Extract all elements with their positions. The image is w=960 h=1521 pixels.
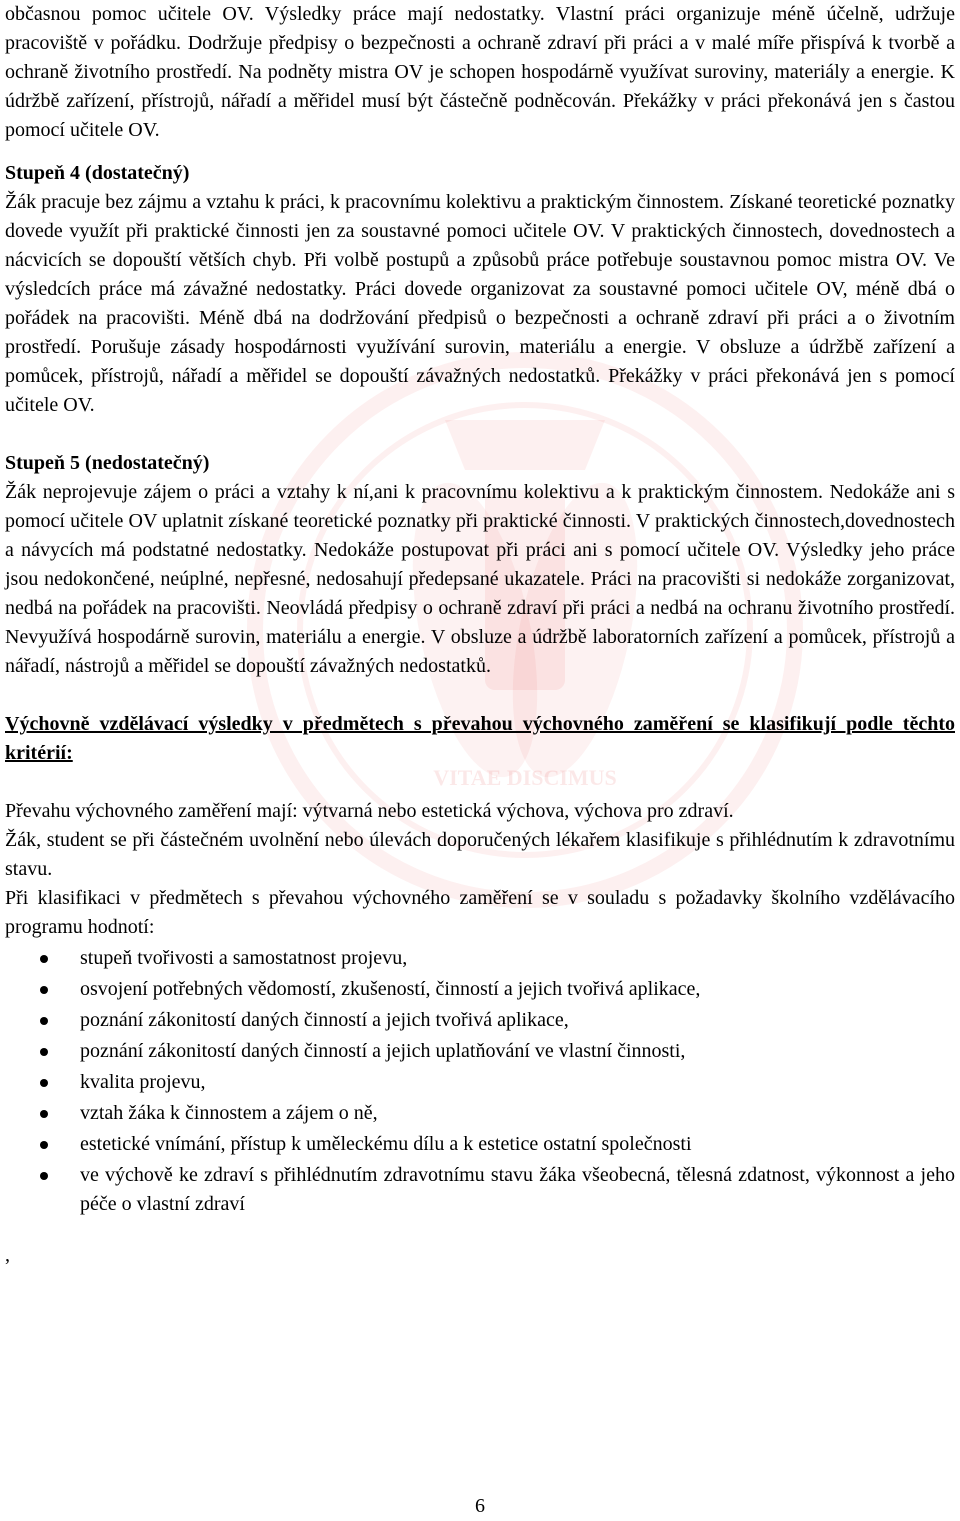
bullet-icon — [40, 1172, 48, 1180]
list-item: kvalita projevu, — [5, 1068, 955, 1097]
list-item: stupeň tvořivosti a samostatnost projevu, — [5, 944, 955, 973]
intro-paragraph: občasnou pomoc učitele OV. Výsledky práce mají nedostatky. Vlastní práci organizuje méně účelně, udržuje pracoviště v pořádku. Dodržuje předpisy o bezpečnosti a ochraně zdraví při práci a v malé míře přispívá k tvorbě a ochraně životního prostředí. Na podněty mistra OV je schopen hospodárně využívat suroviny, materiály a energie. K údržbě zařízení, přístrojů, nářadí a měřidel musí být částečně podněcován. Překážky v práci překonává jen s častou pomocí učitele OV. — [5, 3, 955, 141]
list-item: poznání zákonitostí daných činností a jejich uplatňování ve vlastní činnosti, — [5, 1037, 955, 1066]
bullet-icon — [40, 1048, 48, 1056]
grade-4-text: Žák pracuje bez zájmu a vztahu k práci, k pracovnímu kolektivu a praktickým činnostem. Získané teoretické poznatky dovede využít při praktické činnosti jen za soustavné pomoci učitele OV. V praktických činnostech, dovednostech a nácvicích se dopouští větších chyb. Při volbě postupů a způsobů práce potřebuje soustavnou pomoc mistra OV. Ve výsledcích práce má závažné nedostatky. Práci dovede organizovat za soustavné pomoci učitele OV, méně dbá o pořádek na pracovišti. Méně dbá na dodržování předpisů o bezpečnosti a ochraně zdraví při práci a o životním prostředí. Porušuje zásady hospodárnosti využívání surovin, materiálu a energie. V obsluze a údržbě zařízení a pomůcek, přístrojů, nářadí a měřidel se dopouští závažných nedostatků. Překážky v práci překonává jen s pomocí učitele OV. — [5, 191, 955, 416]
bullet-icon — [40, 1141, 48, 1149]
bullet-icon — [40, 986, 48, 994]
criteria-list — [5, 944, 955, 1219]
bullet-icon — [40, 1110, 48, 1118]
list-item: estetické vnímání, přístup k uměleckému dílu a k estetice ostatní společnosti — [5, 1130, 955, 1159]
grade-5-heading: Stupeň 5 (nedostatečný) — [5, 452, 210, 474]
grade-4-heading: Stupeň 4 (dostatečný) — [5, 162, 190, 184]
subjects-paragraph: Převahu výchovného zaměření mají: výtvarná nebo estetická výchova, výchova pro zdraví. — [5, 800, 734, 822]
document-body — [5, 0, 955, 1270]
bullet-icon — [40, 1079, 48, 1087]
grade-4-section — [5, 159, 955, 420]
classification-paragraph: Při klasifikaci v předmětech s převahou výchovného zaměření se v souladu s požadavky školního vzdělávacího programu hodnotí: — [5, 887, 955, 938]
list-item: osvojení potřebných vědomostí, zkušeností, činností a jejich tvořivá aplikace, — [5, 975, 955, 1004]
page-number: 6 — [475, 1495, 485, 1517]
trailing-comma: , — [5, 1244, 10, 1266]
seal-motto: VITAE DISCIMUS — [433, 765, 617, 790]
bullet-icon — [40, 1017, 48, 1025]
grade-5-section — [5, 449, 955, 681]
list-item: poznání zákonitostí daných činností a jejich tvořivá aplikace, — [5, 1006, 955, 1035]
grade-5-text: Žák neprojevuje zájem o práci a vztahy k ní,ani k pracovnímu kolektivu a k praktickým činnostem. Nedokáže ani s pomocí učitele OV uplatnit získané teoretické poznatky při praktické činnosti. V praktických činnostech,dovednostech a návycích má podstatné nedostatky. Nedokáže postupovat při práci ani s pomocí učitele OV. Výsledky jeho práce jsou nedokončené, neúplné, nepřesné, nedosahují předepsané ukazatele. Práci na pracovišti si nedokáže zorganizovat, nedbá na pořádek na pracovišti. Neovládá předpisy o ochraně zdraví při práci a nedbá na ochranu životního prostředí. Nevyužívá hospodárně surovin, materiálu a energie. V obsluze a údržbě laboratorních zařízení a pomůcek, přístrojů a nářadí, nástrojů a měřidel se dopouští závažných nedostatků. — [5, 481, 955, 677]
criteria-section-heading: Výchovně vzdělávací výsledky v předmětech s převahou výchovného zaměření se klasifikují podle těchto kritérií: — [5, 713, 955, 764]
list-item: ve výchově ke zdraví s přihlédnutím zdravotnímu stavu žáka všeobecná, tělesná zdatnost, výkonnost a jeho péče o vlastní zdraví — [5, 1161, 955, 1219]
exemption-paragraph: Žák, student se při částečném uvolnění nebo úlevách doporučených lékařem klasifikuje s přihlédnutím k zdravotnímu stavu. — [5, 829, 955, 880]
list-item: vztah žáka k činnostem a zájem o ně, — [5, 1099, 955, 1128]
bullet-icon — [40, 955, 48, 963]
